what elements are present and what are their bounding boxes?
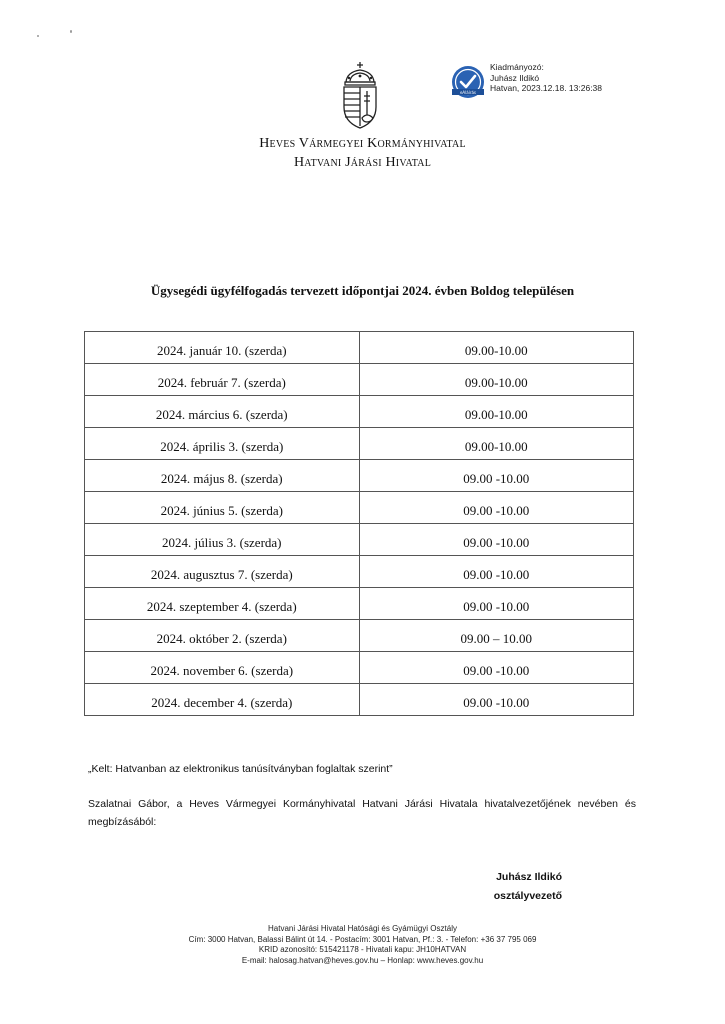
schedule-time: 09.00-10.00: [359, 428, 633, 460]
table-row: [85, 428, 634, 460]
signature-label: Kiadmányozó:: [490, 62, 544, 72]
office-name: Heves Vármegyei Kormányhivatal: [259, 136, 466, 151]
schedule-time: 09.00 -10.00: [359, 652, 633, 684]
schedule-time: 09.00 -10.00: [359, 460, 633, 492]
signature-seal-icon: [450, 64, 486, 100]
signature-place-time: Hatvan, 2023.12.18. 13:26:38: [490, 83, 603, 93]
schedule-date: 2024. április 3. (szerda): [85, 428, 360, 460]
schedule-date: 2024. június 5. (szerda): [85, 492, 360, 524]
schedule-date: 2024. február 7. (szerda): [85, 364, 360, 396]
schedule-date: 2024. március 6. (szerda): [85, 396, 360, 428]
schedule-time: 09.00 -10.00: [359, 556, 633, 588]
schedule-time: 09.00 -10.00: [359, 524, 633, 556]
scan-speck: [70, 30, 72, 33]
dated-statement: „Kelt: Hatvanban az elektronikus tanúsítványban foglaltak szerint”: [88, 763, 393, 775]
on-behalf-statement: Szalatnai Gábor, a Heves Vármegyei Kormányhivatal Hatvani Járási Hivatala hivatalvezetőjének nevében és megbízásából:: [88, 798, 636, 828]
footer: [0, 924, 725, 966]
schedule-date: 2024. december 4. (szerda): [85, 684, 360, 716]
schedule-time: 09.00-10.00: [359, 396, 633, 428]
schedule-time: 09.00 -10.00: [359, 684, 633, 716]
schedule-date: 2024. július 3. (szerda): [85, 524, 360, 556]
table-row: [85, 460, 634, 492]
schedule-table: [84, 331, 634, 716]
coat-of-arms-icon: [337, 60, 383, 130]
office-subname: Hatvani Járási Hivatal: [293, 155, 431, 170]
schedule-time: 09.00 – 10.00: [359, 620, 633, 652]
footer-krid: KRID azonosító: 515421178 - Hivatali kapu: JH10HATVAN: [258, 945, 467, 954]
footer-address: Cím: 3000 Hatvan, Balassi Bálint út 14. - Postacím: 3001 Hatvan, Pf.: 3. - Telefon: +36 37 795 069: [188, 934, 537, 944]
schedule-date: 2024. október 2. (szerda): [85, 620, 360, 652]
schedule-time: 09.00-10.00: [359, 332, 633, 364]
table-row: [85, 684, 634, 716]
signer-role: osztályvezető: [493, 890, 562, 902]
signature-name: Juhász Ildikó: [490, 72, 540, 83]
signer-block: [494, 868, 562, 906]
table-row: [85, 492, 634, 524]
document-title: Ügysegédi ügyfélfogadás tervezett időpontjai 2024. évben Boldog településen: [150, 283, 575, 298]
schedule-date: 2024. augusztus 7. (szerda): [85, 556, 360, 588]
schedule-date: 2024. január 10. (szerda): [85, 332, 360, 364]
table-row: [85, 332, 634, 364]
schedule-time: 09.00-10.00: [359, 364, 633, 396]
seal-text: eAláírás: [459, 90, 477, 95]
schedule-date: 2024. május 8. (szerda): [85, 460, 360, 492]
schedule-time: 09.00 -10.00: [359, 588, 633, 620]
table-row: [85, 556, 634, 588]
schedule-date: 2024. november 6. (szerda): [85, 652, 360, 684]
schedule-date: 2024. szeptember 4. (szerda): [85, 588, 360, 620]
schedule-time: 09.00 -10.00: [359, 492, 633, 524]
table-row: [85, 524, 634, 556]
footer-contact: E-mail: halosag.hatvan@heves.gov.hu – Honlap: www.heves.gov.hu: [241, 955, 484, 965]
electronic-signature: [450, 62, 710, 102]
scan-speck: [37, 35, 39, 37]
table-row: [85, 364, 634, 396]
table-row: [85, 588, 634, 620]
signer-name: Juhász Ildikó: [496, 871, 562, 883]
table-row: [85, 396, 634, 428]
table-row: [85, 652, 634, 684]
table-row: [85, 620, 634, 652]
footer-department: Hatvani Járási Hivatal Hatósági és Gyámügyi Osztály: [268, 924, 457, 933]
